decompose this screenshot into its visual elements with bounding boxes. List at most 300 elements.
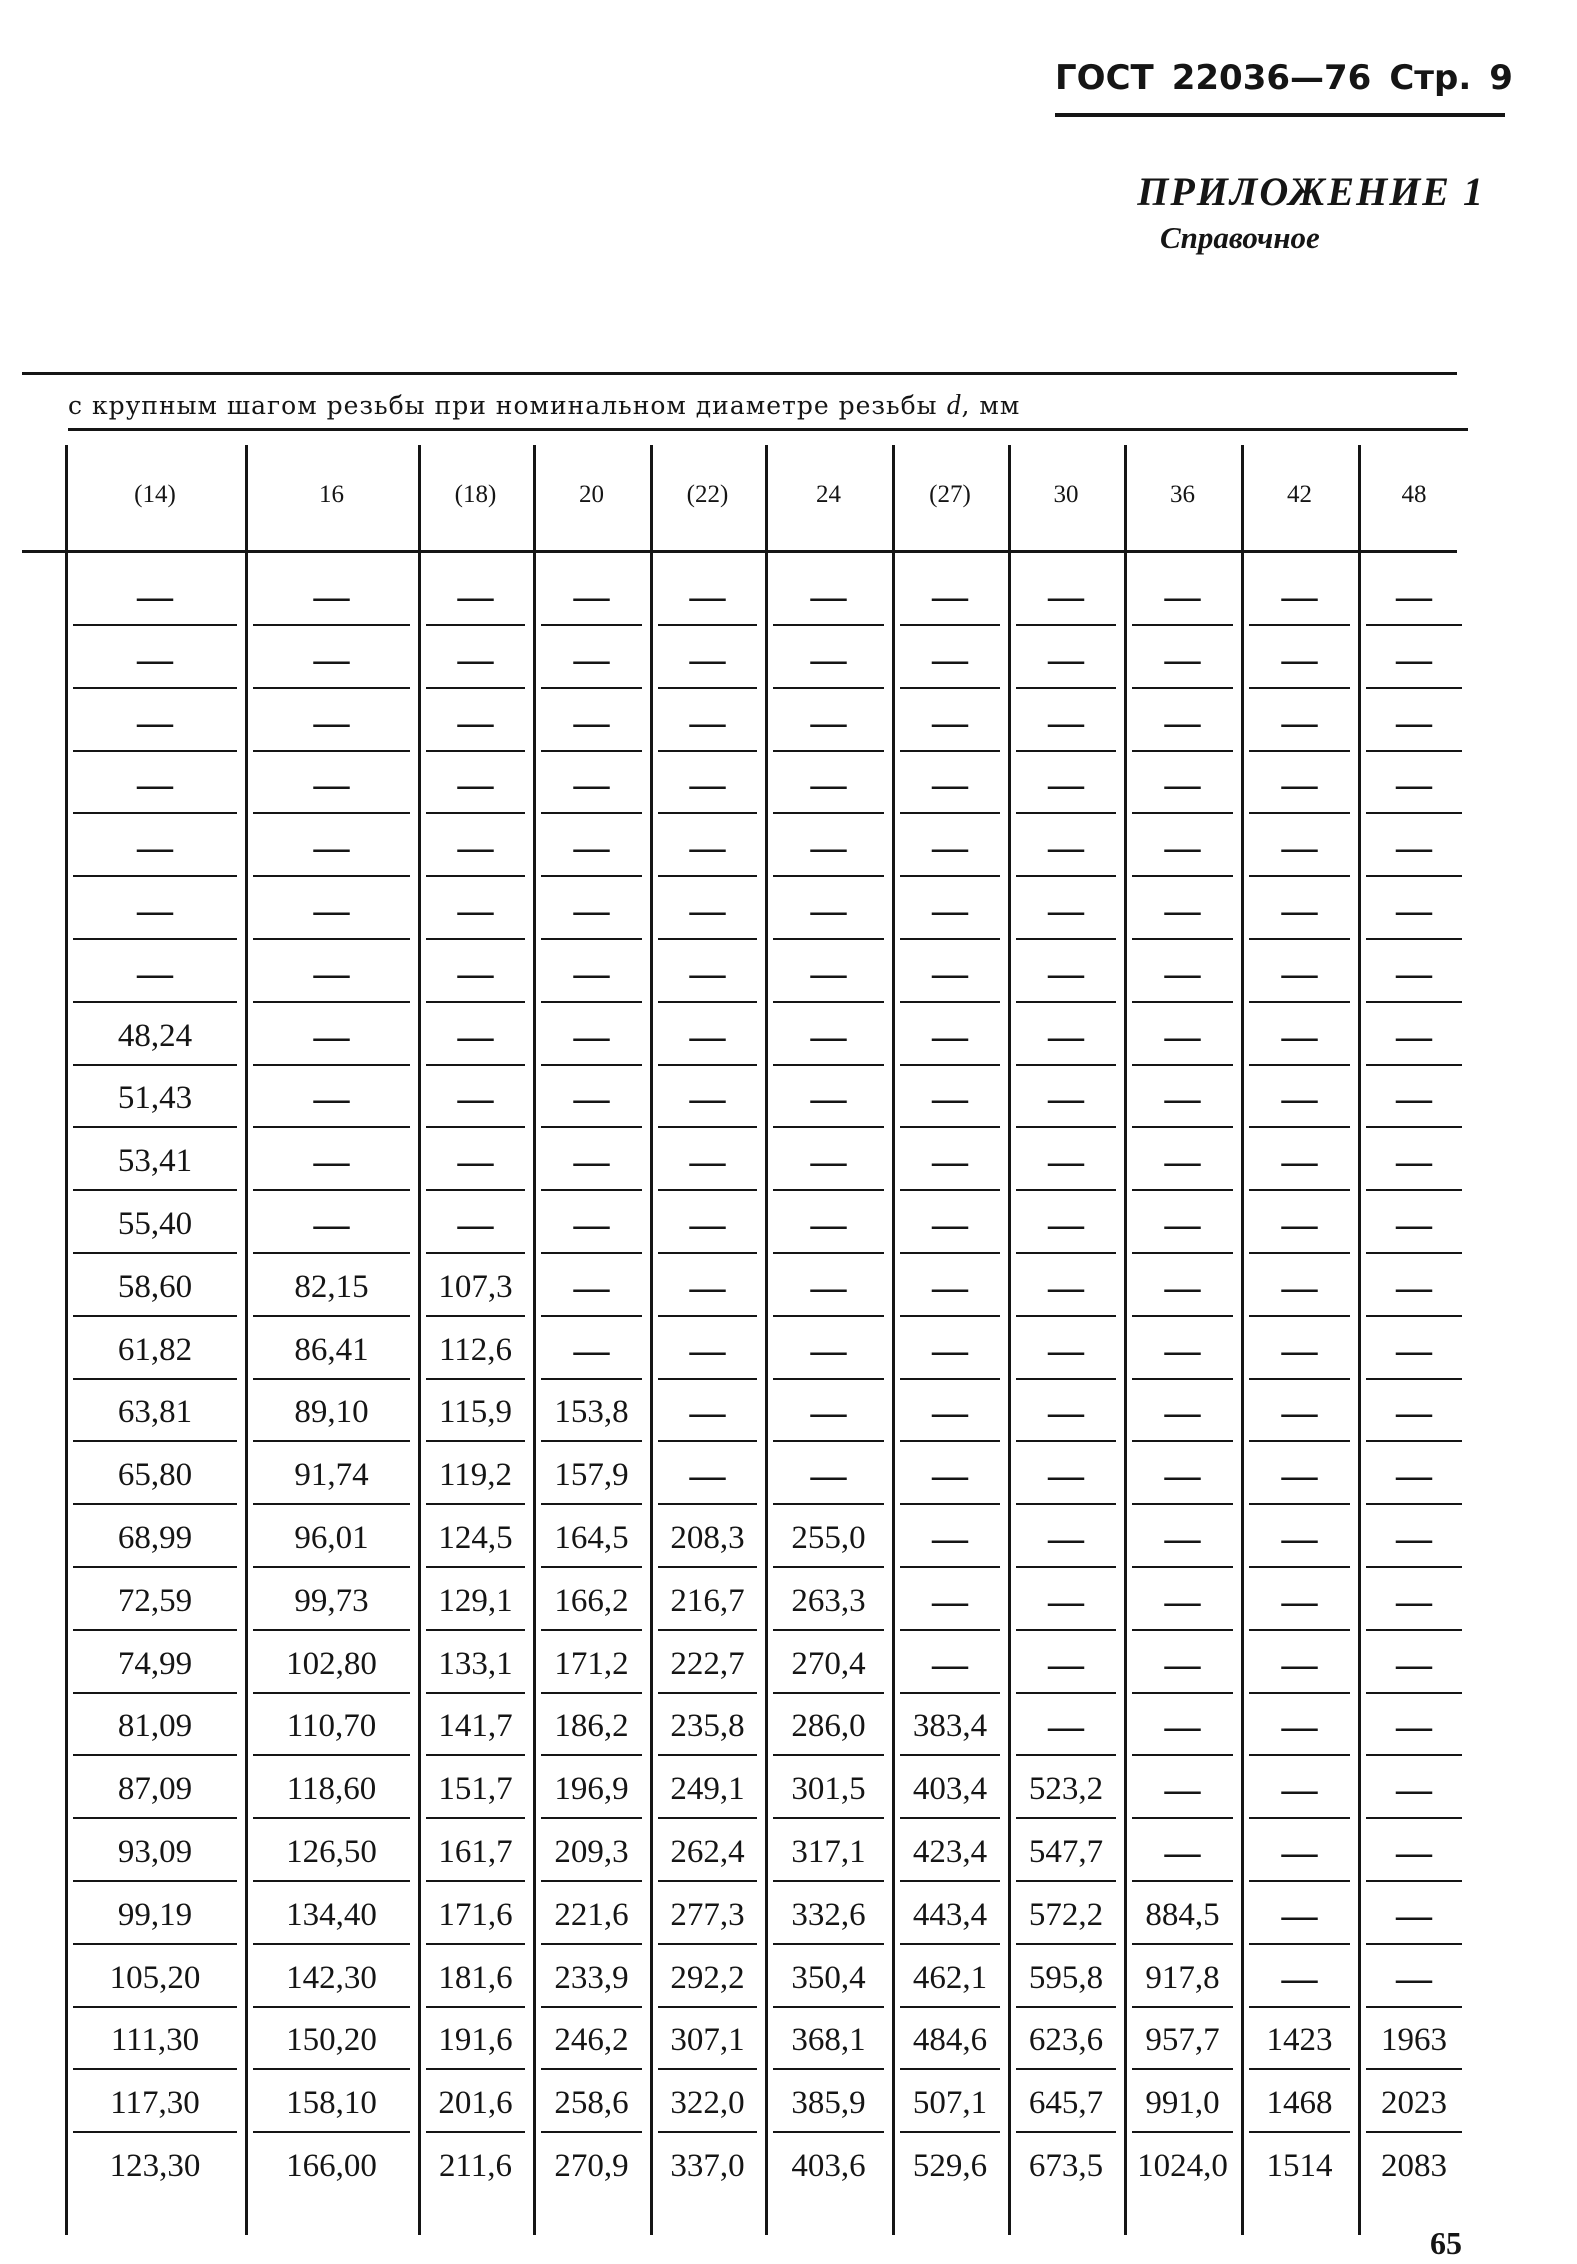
table-cell: 301,5	[791, 1771, 866, 1808]
table-cell: 209,3	[554, 1834, 629, 1870]
table-cell: 191,6	[438, 2022, 513, 2059]
cell-underline	[1366, 812, 1462, 814]
table-cell: 63,81	[117, 1394, 193, 1431]
cell-underline	[1132, 1440, 1233, 1442]
cell-underline	[658, 1440, 757, 1442]
table-cell: —	[810, 1392, 847, 1433]
column-header: 16	[319, 481, 344, 508]
table-cell: —	[810, 1141, 847, 1182]
cell-underline	[900, 1566, 1000, 1568]
cell-underline	[1132, 875, 1233, 877]
table-cell: —	[1281, 1957, 1318, 1998]
cell-underline	[773, 1064, 884, 1066]
cell-underline	[1249, 1252, 1350, 1254]
table-cell: —	[457, 764, 494, 805]
cell-underline	[1366, 1189, 1462, 1191]
table-cell: —	[457, 638, 494, 679]
column-header: (18)	[454, 481, 497, 508]
table-cell: 547,7	[1028, 1834, 1104, 1870]
cell-underline	[1249, 2131, 1350, 2133]
appendix-subtitle: Справочное	[1160, 220, 1320, 255]
table-cell: —	[1164, 1580, 1201, 1621]
cell-underline	[773, 2068, 884, 2070]
standard-label: ГОСТ	[1055, 58, 1154, 98]
cell-underline	[1016, 750, 1116, 752]
cell-underline	[253, 1252, 410, 1254]
cell-underline	[426, 1064, 525, 1066]
cell-underline	[1249, 1817, 1350, 1819]
table-cell: 133,1	[438, 1645, 513, 1682]
table-cell: —	[1048, 701, 1084, 742]
cell-underline	[253, 1754, 410, 1756]
table-cell: —	[932, 1392, 968, 1433]
table-cell: 87,09	[117, 1771, 193, 1808]
cell-underline	[73, 875, 237, 877]
cell-underline	[541, 2068, 642, 2070]
table-cell: —	[1164, 1141, 1201, 1182]
table-cell: —	[1281, 1769, 1318, 1810]
cell-underline	[900, 938, 1000, 940]
table-cell: 157,9	[554, 1457, 629, 1494]
cell-underline	[773, 750, 884, 752]
table-cell: 1423	[1266, 2022, 1333, 2059]
cell-underline	[773, 2006, 884, 2008]
table-cell: —	[1396, 1706, 1432, 1747]
table-cell: —	[932, 1204, 968, 1244]
table-cell: —	[313, 1015, 350, 1056]
cell-underline	[900, 1880, 1000, 1882]
table-cell: 115,9	[438, 1394, 513, 1431]
table-cell: 383,4	[912, 1708, 988, 1745]
cell-underline	[773, 2131, 884, 2133]
column-divider	[245, 445, 248, 2235]
cell-underline	[1016, 812, 1116, 814]
table-cell: 1963	[1381, 2022, 1447, 2059]
table-cell: 286,0	[791, 1708, 866, 1745]
table-cell: —	[1281, 1643, 1318, 1684]
cell-underline	[253, 2068, 410, 2070]
cell-underline	[1016, 1440, 1116, 1442]
table-cell: 917,8	[1145, 1959, 1220, 1996]
appendix-title: ПРИЛОЖЕНИЕ 1	[1137, 169, 1485, 214]
cell-underline	[1249, 812, 1350, 814]
table-cell: —	[1164, 1832, 1201, 1872]
cell-underline	[900, 1629, 1000, 1631]
table-cell: —	[313, 890, 350, 930]
table-cell: —	[1281, 1832, 1318, 1872]
cell-underline	[1016, 1001, 1116, 1003]
table-cell: 166,00	[286, 2148, 377, 2184]
table-cell: —	[1396, 1141, 1432, 1182]
table-cell: —	[1281, 1518, 1318, 1558]
cell-underline	[1249, 1943, 1350, 1945]
table-cell: 484,6	[912, 2022, 988, 2059]
table-cell: —	[689, 952, 726, 993]
table-cell: 991,0	[1145, 2085, 1220, 2122]
cell-underline	[1366, 2068, 1462, 2070]
column-divider	[533, 445, 536, 2235]
table-cell: —	[457, 1015, 494, 1056]
cell-underline	[1016, 2006, 1116, 2008]
cell-underline	[1132, 1189, 1233, 1191]
table-cell: 263,3	[791, 1582, 866, 1619]
table-cell: 595,8	[1028, 1959, 1104, 1996]
table-cell: —	[932, 576, 968, 616]
table-cell: —	[1164, 1329, 1201, 1370]
table-cell: 673,5	[1028, 2148, 1104, 2184]
cell-underline	[658, 687, 757, 689]
table-cell: —	[1396, 1894, 1432, 1935]
table-cell: 74,99	[117, 1645, 193, 1682]
cell-underline	[773, 1754, 884, 1756]
cell-underline	[658, 1503, 757, 1505]
table-cell: —	[932, 638, 968, 679]
cell-underline	[773, 1252, 884, 1254]
table-cell: 462,1	[912, 1959, 988, 1996]
cell-underline	[773, 1880, 884, 1882]
cell-underline	[900, 1754, 1000, 1756]
table-cell: —	[1048, 576, 1084, 616]
table-cell: —	[313, 576, 350, 616]
cell-underline	[541, 1189, 642, 1191]
table-cell: —	[689, 1204, 726, 1244]
cell-underline	[1366, 750, 1462, 752]
table-cell: 337,0	[670, 2148, 745, 2184]
cell-underline	[900, 812, 1000, 814]
table-cell: —	[932, 1329, 968, 1370]
cell-underline	[541, 1943, 642, 1945]
table-cell: —	[1048, 890, 1084, 930]
table-cell: —	[1396, 701, 1432, 742]
cell-underline	[1249, 1880, 1350, 1882]
cell-underline	[773, 1503, 884, 1505]
table-cell: —	[1048, 638, 1084, 679]
column-header: 20	[579, 481, 604, 508]
table-cell: —	[810, 952, 847, 993]
cell-underline	[253, 875, 410, 877]
table-cell: —	[573, 890, 610, 930]
cell-underline	[1016, 1943, 1116, 1945]
cell-underline	[541, 1440, 642, 1442]
cell-underline	[426, 750, 525, 752]
table-cell: —	[1281, 890, 1318, 930]
header-rule	[1055, 113, 1505, 117]
table-cell: —	[1048, 764, 1084, 805]
table-cell: —	[573, 1266, 610, 1307]
caption-rule	[68, 428, 1468, 431]
table-cell: 350,4	[791, 1959, 866, 1996]
table-cell: 2023	[1381, 2085, 1447, 2122]
cell-underline	[253, 1189, 410, 1191]
table-cell: 255,0	[791, 1520, 866, 1556]
table-cell: 208,3	[670, 1520, 745, 1556]
table-cell: —	[137, 638, 173, 679]
cell-underline	[426, 2006, 525, 2008]
caption-prefix: с крупным шагом резьбы при номинальном диаметре резьбы	[68, 391, 947, 420]
table-cell: —	[573, 1078, 610, 1119]
cell-underline	[426, 1692, 525, 1694]
cell-underline	[1366, 1126, 1462, 1128]
table-top-rule	[22, 372, 1457, 375]
table-cell: 72,59	[117, 1582, 193, 1619]
table-cell: —	[573, 576, 610, 616]
cell-underline	[426, 1817, 525, 1819]
cell-underline	[253, 1064, 410, 1066]
cell-underline	[658, 1064, 757, 1066]
cell-underline	[1249, 1754, 1350, 1756]
table-cell: —	[1396, 1518, 1432, 1558]
table-cell: —	[1164, 701, 1201, 742]
cell-underline	[1249, 1378, 1350, 1380]
table-cell: —	[313, 827, 350, 868]
cell-underline	[253, 1001, 410, 1003]
cell-underline	[773, 1692, 884, 1694]
cell-underline	[73, 1064, 237, 1066]
page-marker: 9	[1489, 58, 1513, 98]
cell-underline	[900, 750, 1000, 752]
cell-underline	[1249, 2068, 1350, 2070]
cell-underline	[900, 624, 1000, 626]
table-cell: —	[1048, 1078, 1084, 1119]
table-cell: —	[689, 764, 726, 805]
table-cell: —	[1396, 638, 1432, 679]
cell-underline	[1016, 875, 1116, 877]
cell-underline	[658, 750, 757, 752]
cell-underline	[253, 1880, 410, 1882]
table-cell: 884,5	[1145, 1896, 1220, 1933]
cell-underline	[426, 1001, 525, 1003]
table-cell: —	[1281, 576, 1318, 616]
table-cell: —	[1281, 1894, 1318, 1935]
cell-underline	[253, 750, 410, 752]
cell-underline	[1366, 1378, 1462, 1380]
cell-underline	[773, 1566, 884, 1568]
column-header: (22)	[686, 481, 729, 508]
cell-underline	[73, 2131, 237, 2133]
table-cell: 99,73	[294, 1582, 369, 1619]
cell-underline	[541, 1001, 642, 1003]
cell-underline	[426, 875, 525, 877]
table-cell: —	[689, 1078, 726, 1119]
table-cell: 171,6	[438, 1896, 513, 1933]
table-cell: —	[1396, 1329, 1432, 1370]
cell-underline	[1016, 1629, 1116, 1631]
table-cell: —	[810, 1329, 847, 1370]
table-cell: —	[313, 1078, 350, 1119]
table-cell: 124,5	[438, 1520, 513, 1556]
table-cell: —	[1396, 1769, 1432, 1810]
table-cell: —	[573, 1204, 610, 1244]
table-cell: —	[689, 638, 726, 679]
cell-underline	[1132, 1629, 1233, 1631]
table-cell: 235,8	[670, 1708, 745, 1745]
cell-underline	[1132, 2006, 1233, 2008]
cell-underline	[773, 1126, 884, 1128]
cell-underline	[900, 1378, 1000, 1380]
cell-underline	[1249, 1126, 1350, 1128]
table-cell: 65,80	[117, 1457, 193, 1494]
table-cell: 201,6	[438, 2085, 513, 2122]
table-cell: —	[573, 638, 610, 679]
cell-underline	[73, 1880, 237, 1882]
cell-underline	[1249, 1315, 1350, 1317]
cell-underline	[1366, 1943, 1462, 1945]
cell-underline	[1366, 1503, 1462, 1505]
cell-underline	[1132, 750, 1233, 752]
cell-underline	[900, 1252, 1000, 1254]
table-cell: —	[1164, 827, 1201, 868]
cell-underline	[1016, 1817, 1116, 1819]
table-cell: —	[457, 1204, 494, 1244]
cell-underline	[1016, 1126, 1116, 1128]
table-cell: 53,41	[117, 1143, 193, 1180]
cell-underline	[73, 2068, 237, 2070]
table-cell: 112,6	[438, 1331, 513, 1368]
table-cell: —	[1281, 1204, 1318, 1244]
table-cell: —	[810, 1266, 847, 1307]
cell-underline	[73, 938, 237, 940]
table-cell: —	[1164, 890, 1201, 930]
table-cell: 1514	[1266, 2148, 1333, 2184]
cell-underline	[1132, 687, 1233, 689]
cell-underline	[541, 938, 642, 940]
cell-underline	[1132, 1880, 1233, 1882]
cell-underline	[541, 2131, 642, 2133]
table-cell: 150,20	[286, 2022, 377, 2059]
table-cell: —	[313, 701, 350, 742]
cell-underline	[1249, 938, 1350, 940]
cell-underline	[1132, 1754, 1233, 1756]
cell-underline	[1132, 1692, 1233, 1694]
table-cell: 645,7	[1028, 2085, 1104, 2122]
cell-underline	[426, 1754, 525, 1756]
cell-underline	[1132, 1001, 1233, 1003]
cell-underline	[426, 812, 525, 814]
cell-underline	[1366, 687, 1462, 689]
table-cell: 164,5	[554, 1520, 629, 1556]
cell-underline	[1132, 1378, 1233, 1380]
cell-underline	[73, 2006, 237, 2008]
cell-underline	[253, 812, 410, 814]
cell-underline	[253, 1943, 410, 1945]
column-header: (27)	[929, 481, 971, 508]
table-cell: —	[137, 701, 173, 742]
cell-underline	[900, 1503, 1000, 1505]
table-cell: —	[1396, 827, 1432, 868]
table-cell: —	[1048, 1706, 1084, 1747]
document-header	[1055, 58, 1513, 116]
cell-underline	[1366, 1315, 1462, 1317]
table-cell: 107,3	[438, 1268, 513, 1305]
cell-underline	[1016, 687, 1116, 689]
cell-underline	[773, 938, 884, 940]
cell-underline	[1366, 1754, 1462, 1756]
table-cell: 117,30	[110, 2085, 200, 2122]
column-divider	[1008, 445, 1011, 2235]
cell-underline	[73, 1754, 237, 1756]
table-cell: 270,9	[554, 2148, 629, 2184]
cell-underline	[1366, 875, 1462, 877]
table-cell: —	[1396, 1832, 1432, 1872]
cell-underline	[541, 1252, 642, 1254]
cell-underline	[426, 1189, 525, 1191]
column-header: 30	[1053, 481, 1079, 508]
cell-underline	[1132, 1252, 1233, 1254]
column-header: 48	[1401, 481, 1427, 508]
cell-underline	[253, 938, 410, 940]
table-cell: —	[1281, 1141, 1318, 1182]
cell-underline	[1366, 624, 1462, 626]
cell-underline	[1366, 2131, 1462, 2133]
table-cell: —	[1396, 1204, 1432, 1244]
cell-underline	[1132, 938, 1233, 940]
cell-underline	[1132, 2068, 1233, 2070]
table-cell: —	[932, 701, 968, 742]
cell-underline	[1132, 1943, 1233, 1945]
cell-underline	[1249, 1189, 1350, 1191]
cell-underline	[253, 1378, 410, 1380]
table-cell: —	[1048, 1141, 1084, 1182]
table-cell: —	[810, 1078, 847, 1119]
cell-underline	[73, 1440, 237, 1442]
cell-underline	[73, 1001, 237, 1003]
table-cell: 211,6	[438, 2148, 513, 2184]
table-cell: —	[457, 1078, 494, 1119]
table-cell: —	[810, 1455, 847, 1496]
cell-underline	[658, 2068, 757, 2070]
column-header: 42	[1287, 481, 1312, 508]
cell-underline	[541, 875, 642, 877]
column-divider	[65, 445, 68, 2235]
table-cell: 48,24	[117, 1017, 193, 1054]
cell-underline	[1366, 1440, 1462, 1442]
cell-underline	[1249, 1064, 1350, 1066]
table-cell: —	[573, 827, 610, 868]
table-cell: —	[1164, 764, 1201, 805]
table-cell: —	[932, 1141, 968, 1182]
table-cell: 129,1	[438, 1582, 513, 1619]
cell-underline	[1132, 812, 1233, 814]
table-cell: —	[1048, 1455, 1084, 1496]
cell-underline	[773, 875, 884, 877]
table-cell: —	[932, 1518, 968, 1558]
cell-underline	[426, 938, 525, 940]
cell-underline	[773, 1943, 884, 1945]
cell-underline	[1249, 1001, 1350, 1003]
table-cell: —	[932, 1015, 968, 1056]
cell-underline	[658, 938, 757, 940]
table-cell: 403,6	[791, 2148, 866, 2184]
table-cell: —	[1396, 764, 1432, 805]
cell-underline	[426, 1315, 525, 1317]
table-cell: —	[1164, 1204, 1201, 1244]
table-cell: 142,30	[286, 1959, 377, 1996]
cell-underline	[900, 1189, 1000, 1191]
cell-underline	[1249, 1692, 1350, 1694]
cell-underline	[73, 687, 237, 689]
table-cell: 186,2	[554, 1708, 629, 1745]
table-cell: —	[932, 764, 968, 805]
table-cell: 91,74	[294, 1457, 369, 1494]
table-cell: —	[1164, 1392, 1201, 1433]
cell-underline	[426, 2068, 525, 2070]
cell-underline	[253, 1503, 410, 1505]
table-cell: —	[1281, 638, 1318, 679]
table-cell: 151,7	[438, 1771, 513, 1808]
cell-underline	[658, 1252, 757, 1254]
cell-underline	[658, 1378, 757, 1380]
table-cell: —	[1048, 1580, 1084, 1621]
